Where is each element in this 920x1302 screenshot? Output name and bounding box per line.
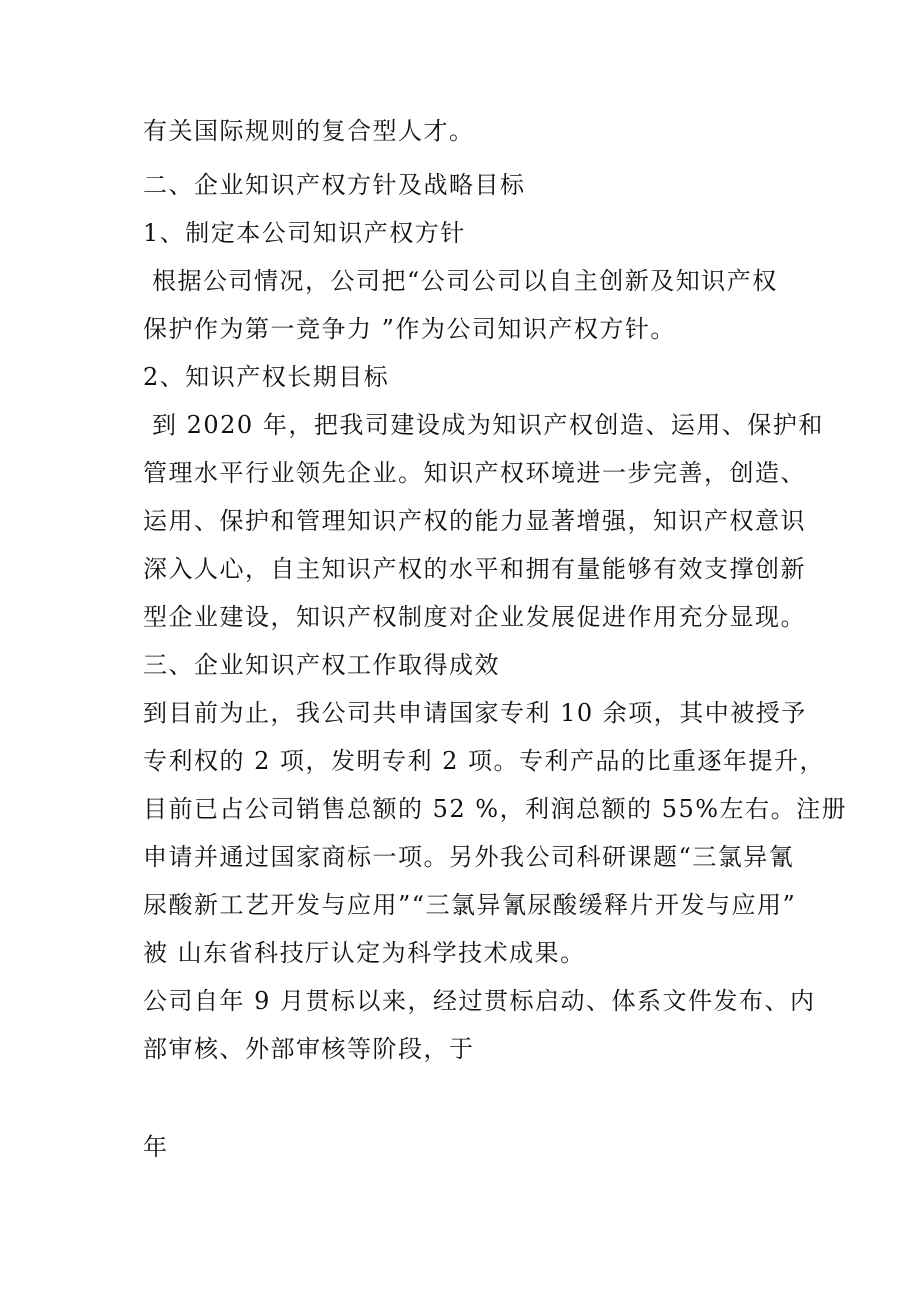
text-line-19: 公司自年 9 月贯标以来，经过贯标启动、体系文件发布、内 — [143, 987, 816, 1015]
text-line-18: 被 山东省科技厅认定为科学技术成果。 — [143, 939, 586, 967]
section-heading-3: 三、企业知识产权工作取得成效 — [143, 651, 500, 679]
subsection-heading-1: 1、制定本公司知识产权方针 — [143, 219, 466, 247]
text-line-10: 深入人心，自主知识产权的水平和拥有量能够有效支撑创新 — [143, 555, 806, 583]
text-line-5: 保护作为第一竞争力 ”作为公司知识产权方针。 — [143, 315, 676, 343]
text-line-14: 专利权的 2 项，发明专利 2 项。专利产品的比重逐年提升， — [143, 747, 826, 775]
text-line-11: 型企业建设，知识产权制度对企业发展促进作用充分显现。 — [143, 603, 806, 631]
text-line-16: 申请并通过国家商标一项。另外我公司科研课题“三氯异氰 — [143, 843, 795, 871]
text-line-15: 目前已占公司销售总额的 52 %，利润总额的 55%左右。注册 — [143, 795, 848, 823]
text-line-21: 年 — [143, 1133, 169, 1161]
text-line-17: 尿酸新工艺开发与应用”“三氯异氰尿酸缓释片开发与应用” — [143, 891, 797, 919]
text-line-13: 到目前为止，我公司共申请国家专利 10 余项，其中被授予 — [143, 699, 807, 727]
text-line-7: 到 2020 年，把我司建设成为知识产权创造、运用、保护和 — [152, 411, 824, 439]
text-line-8: 管理水平行业领先企业。知识产权环境进一步完善，创造、 — [143, 459, 806, 487]
text-line-1: 有关国际规则的复合型人才。 — [143, 117, 475, 145]
subsection-heading-2: 2、知识产权长期目标 — [143, 363, 390, 391]
text-line-4: 根据公司情况，公司把“公司公司以自主创新及知识产权 — [152, 267, 778, 295]
text-line-9: 运用、保护和管理知识产权的能力显著增强，知识产权意识 — [143, 507, 806, 535]
text-line-20: 部审核、外部审核等阶段，于 — [143, 1035, 475, 1063]
section-heading-2: 二、企业知识产权方针及战略目标 — [143, 171, 526, 199]
